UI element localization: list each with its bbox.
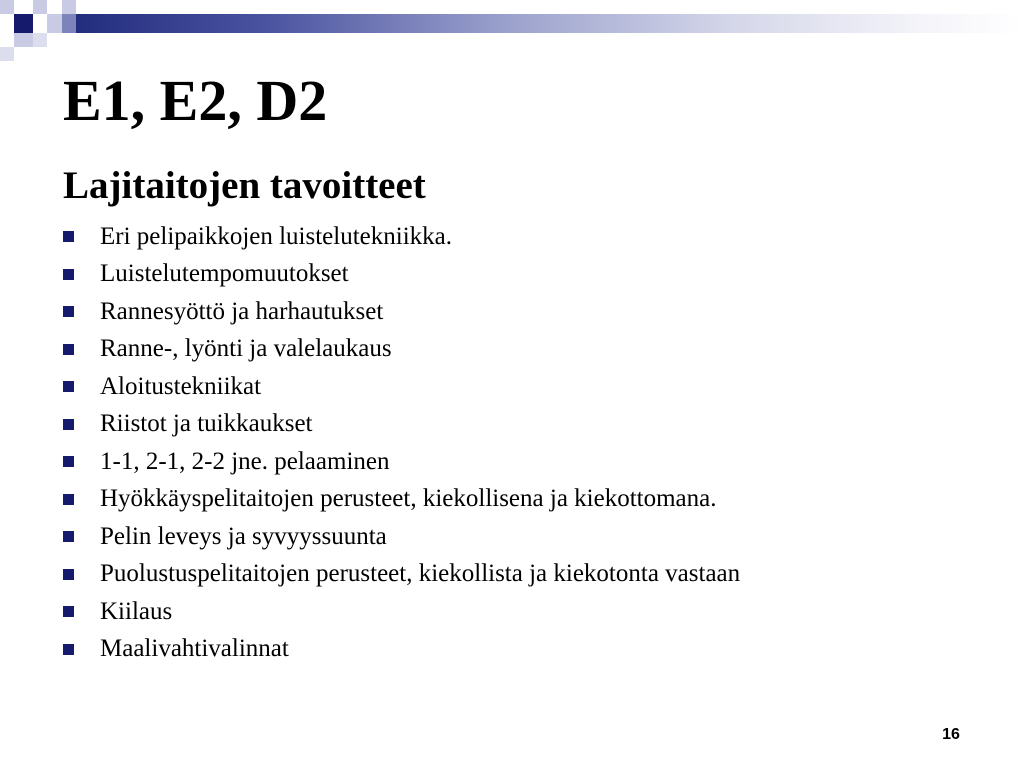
bullet-item: [63, 331, 1013, 369]
bullet-list: [63, 218, 1013, 668]
bullet-text: Kiilaus: [100, 597, 173, 625]
bullet-text: Ranne-, lyönti ja valelaukaus: [100, 335, 392, 363]
square-bullet-icon: [63, 494, 74, 505]
square-bullet-icon: [63, 419, 74, 430]
deco-square-light: [33, 33, 47, 47]
square-bullet-icon: [63, 269, 74, 280]
square-bullet-icon: [63, 381, 74, 392]
bullet-text: Rannesyöttö ja harhautukset: [100, 297, 384, 325]
square-bullet-icon: [63, 456, 74, 467]
bullet-item: [63, 593, 1013, 631]
square-bullet-icon: [63, 344, 74, 355]
bullet-text: Maalivahtivalinnat: [100, 635, 289, 663]
square-bullet-icon: [63, 606, 74, 617]
deco-square-light: [14, 33, 33, 47]
bullet-text: Eri pelipaikkojen luistelutekniikka.: [100, 222, 453, 250]
bullet-item: [63, 293, 1013, 331]
deco-square-light: [0, 47, 14, 61]
slide-title: E1, E2, D2: [63, 68, 328, 133]
bullet-text: Luistelutempomuutokset: [100, 260, 349, 288]
bullet-item: [63, 256, 1013, 294]
header-gradient-bar: [76, 14, 1024, 33]
bullet-text: Puolustuspelitaitojen perusteet, kiekollista ja kiekotonta vastaan: [100, 560, 741, 588]
deco-square-medium: [62, 14, 76, 33]
square-bullet-icon: [63, 531, 74, 542]
page-number: 16: [942, 726, 960, 743]
square-bullet-icon: [63, 644, 74, 655]
deco-square-dark: [14, 14, 33, 33]
deco-square-light: [47, 14, 62, 33]
slide-subtitle: Lajitaitojen tavoitteet: [63, 164, 426, 207]
bullet-item: [63, 218, 1013, 256]
deco-square-light: [62, 0, 76, 14]
square-bullet-icon: [63, 306, 74, 317]
bullet-text: Riistot ja tuikkaukset: [100, 410, 313, 438]
bullet-item: [63, 518, 1013, 556]
bullet-item: [63, 406, 1013, 444]
bullet-item: [63, 368, 1013, 406]
bullet-text: 1-1, 2-1, 2-2 jne. pelaaminen: [100, 447, 390, 475]
deco-square-light: [0, 0, 14, 14]
bullet-item: [63, 631, 1013, 669]
deco-square-light: [33, 0, 47, 14]
bullet-item: [63, 556, 1013, 594]
bullet-item: [63, 443, 1013, 481]
bullet-text: Pelin leveys ja syvyyssuunta: [100, 522, 387, 550]
bullet-text: Aloitustekniikat: [100, 372, 262, 400]
bullet-item: [63, 481, 1013, 519]
square-bullet-icon: [63, 231, 74, 242]
bullet-text: Hyökkäyspelitaitojen perusteet, kiekollisena ja kiekottomana.: [100, 485, 717, 513]
square-bullet-icon: [63, 569, 74, 580]
